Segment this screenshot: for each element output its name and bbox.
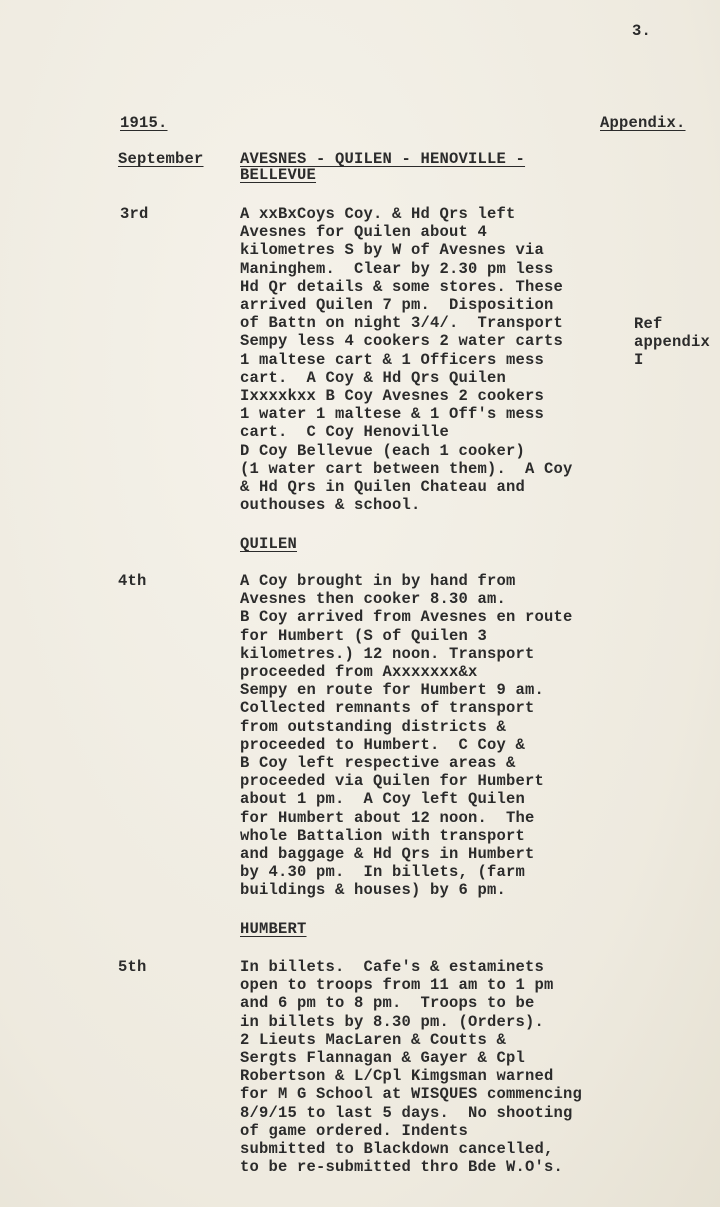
entry-line: A Coy brought in by hand from <box>240 572 516 590</box>
entry-line: and baggage & Hd Qrs in Humbert <box>240 845 535 864</box>
entry-line: Sempy less 4 cookers 2 water carts <box>240 332 564 351</box>
entry-line: by 4.30 pm. In billets, (farm <box>240 863 526 882</box>
entry-line: B Coy left respective areas & <box>240 754 516 773</box>
entry-line: Ixxxxkxx B Coy Avesnes 2 cookers <box>240 387 545 406</box>
entry-line: and 6 pm to 8 pm. Troops to be <box>240 994 535 1013</box>
appendix-heading: Appendix. <box>600 114 686 132</box>
entry-line: 2 Lieuts MacLaren & Coutts & <box>240 1030 507 1049</box>
entry-line: A xxBxCoys Coy. & Hd Qrs left <box>240 205 516 223</box>
place-heading-line-1: AVESNES - QUILEN - HENOVILLE - <box>240 150 526 168</box>
entry-line: cart. A Coy & Hd Qrs Quilen <box>240 368 507 387</box>
entry-date-4th: 4th <box>118 572 147 590</box>
entry-line: proceeded from Axxxxxxx&x <box>240 663 478 682</box>
entry-line: 8/9/15 to last 5 days. No shooting <box>240 1103 573 1122</box>
entry-line: Avesnes then cooker 8.30 am. <box>240 590 507 609</box>
entry-line: Avesnes for Quilen about 4 <box>240 223 488 242</box>
entry-line: buildings & houses) by 6 pm. <box>240 881 507 900</box>
entry-line: 1 water 1 maltese & 1 Off's mess <box>240 405 545 424</box>
entry-line: for Humbert (S of Quilen 3 <box>240 626 488 645</box>
entry-line: (1 water cart between them). A Coy <box>240 459 573 478</box>
entry-line: Sempy en route for Humbert 9 am. <box>240 681 545 700</box>
place-heading-humbert: HUMBERT <box>240 920 307 938</box>
entry-line: kilometres.) 12 noon. Transport <box>240 644 535 663</box>
entry-line: to be re-submitted thro Bde W.O's. <box>240 1158 564 1177</box>
entry-line: Collected remnants of transport <box>240 699 535 718</box>
margin-note-numeral: I <box>634 351 644 369</box>
place-heading-quilen: QUILEN <box>240 535 298 553</box>
entry-line: about 1 pm. A Coy left Quilen <box>240 790 526 809</box>
entry-5th-text <box>240 958 582 1176</box>
entry-line: proceeded to Humbert. C Coy & <box>240 735 526 754</box>
entry-line: arrived Quilen 7 pm. Disposition <box>240 296 554 315</box>
entry-3rd-text <box>240 205 573 514</box>
entry-line: Sergts Flannagan & Gayer & Cpl <box>240 1049 526 1068</box>
entry-line: from outstanding districts & <box>240 717 507 736</box>
margin-note-appendix: appendix <box>634 333 711 351</box>
entry-line: kilometres S by W of Avesnes via <box>240 241 545 260</box>
year-heading: 1915. <box>120 114 168 132</box>
entry-line: whole Battalion with transport <box>240 826 526 845</box>
entry-line: & Hd Qrs in Quilen Chateau and <box>240 478 526 497</box>
entry-line: In billets. Cafe's & estaminets <box>240 958 545 976</box>
entry-line: Hd Qr details & some stores. These <box>240 277 564 296</box>
entry-line: in billets by 8.30 pm. (Orders). <box>240 1012 545 1031</box>
entry-line: Maninghem. Clear by 2.30 pm less <box>240 259 554 278</box>
entry-line: B Coy arrived from Avesnes en route <box>240 608 573 627</box>
entry-line: cart. C Coy Henoville <box>240 423 450 442</box>
entry-line: for M G School at WISQUES commencing <box>240 1085 583 1104</box>
month-heading: September <box>118 150 204 168</box>
page-number: 3. <box>632 22 652 40</box>
place-heading-line-2: BELLEVUE <box>240 166 317 184</box>
entry-line: proceeded via Quilen for Humbert <box>240 772 545 791</box>
entry-line: outhouses & school. <box>240 496 421 515</box>
entry-line: for Humbert about 12 noon. The <box>240 808 535 827</box>
entry-date-3rd: 3rd <box>120 205 149 223</box>
entry-line: open to troops from 11 am to 1 pm <box>240 976 554 995</box>
margin-note-ref: Ref <box>634 315 663 333</box>
entry-date-5th: 5th <box>118 958 147 976</box>
entry-line: submitted to Blackdown cancelled, <box>240 1140 554 1159</box>
entry-4th-text <box>240 572 573 900</box>
entry-line: Robertson & L/Cpl Kimgsman warned <box>240 1067 554 1086</box>
entry-line: of game ordered. Indents <box>240 1121 469 1140</box>
entry-line: D Coy Bellevue (each 1 cooker) <box>240 441 526 460</box>
entry-line: of Battn on night 3/4/. Transport <box>240 314 564 333</box>
entry-line: 1 maltese cart & 1 Officers mess <box>240 350 545 369</box>
